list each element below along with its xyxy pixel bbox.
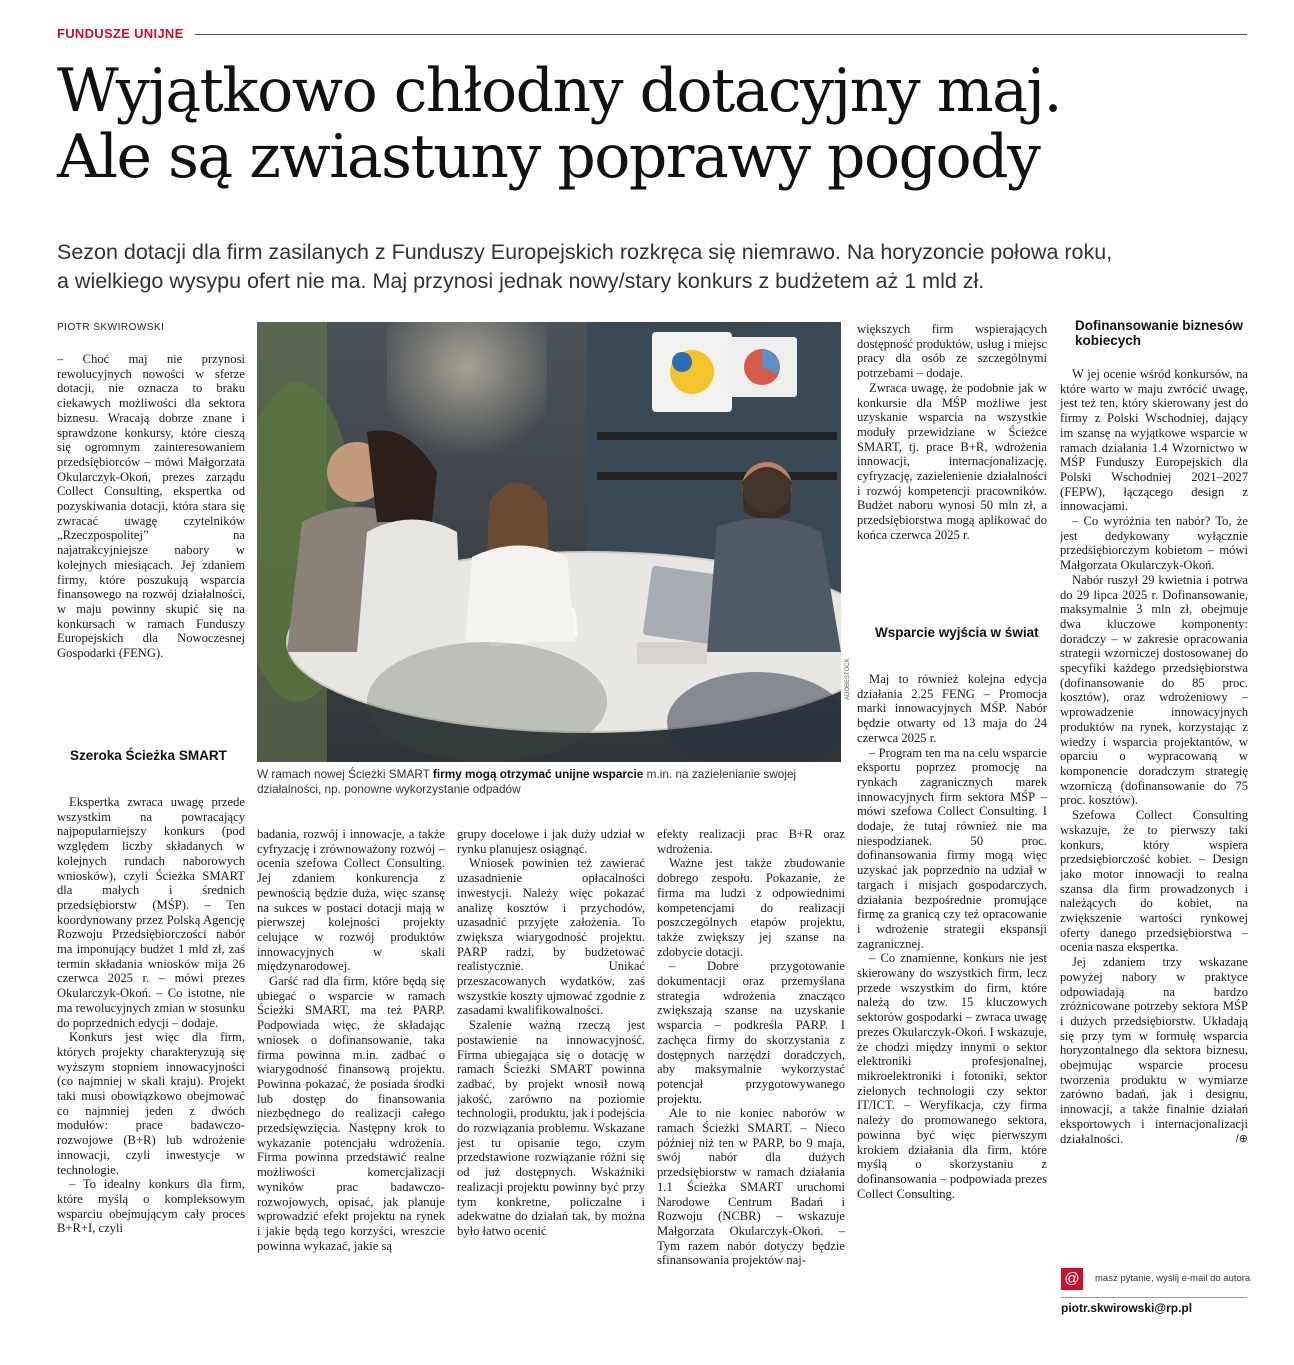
lead xyxy=(57,238,1247,296)
column-4 xyxy=(657,827,845,1315)
photo-credit: ADOBESTOCK xyxy=(845,658,851,700)
lead-line-1: Sezon dotacji dla firm zasilanych z Funduszy Europejskich rozkręca się niemrawo. Na horyzoncie połowa roku, xyxy=(57,240,1113,264)
column-3 xyxy=(457,827,645,1315)
contact-rule xyxy=(1061,1297,1247,1298)
paragraph: Zwraca uwagę, że podobnie jak w konkursie dla MŚP możliwe jest uzyskanie wsparcia na wszystkie moduły przewidziane w Ścieżce SMART, tj. prace B+R, wdrożenia innowacji, internacjonalizację, cyfryzację, zazielenienie działalności i rozwój kompetencji pracowników. Budżet naboru wynosi 50 mln zł, a przedsiębiorstwa mogą aplikować do końca czerwca 2025 r. xyxy=(857,380,1047,542)
paragraph: grupy docelowe i jak duży udział w rynku planujesz osiągnąć. xyxy=(457,827,645,856)
subhead-dofinansowanie: Dofinansowanie biznesów kobiecych xyxy=(1075,318,1244,348)
paragraph: W jej ocenie wśród konkursów, na które warto w maju zwrócić uwagę, jest też ten, który skierowany jest do firmy z Polski Wschodniej, dający im szansę na wyjątkowe wsparcie w ramach działania 1.4 Wzornictwo w MŚP Funduszy Europejskich dla Polski Wschodniej 2021–2027 (FEPW), łączącego design z innowacjami. xyxy=(1060,367,1248,514)
headline xyxy=(57,58,1257,190)
headline-line-2: Ale są zwiastuny poprawy pogody xyxy=(57,122,1040,192)
end-mark-icon: /⊕ xyxy=(1235,1132,1248,1145)
headline-line-1: Wyjątkowo chłodny dotacyjny maj. xyxy=(57,56,1062,126)
paragraph: efekty realizacji prac B+R oraz wdrożenia. xyxy=(657,827,845,856)
subhead-wsparcie-wyjscia: Wsparcie wyjścia w świat xyxy=(875,625,1039,640)
column-5-top xyxy=(857,322,1047,602)
paragraph-text: Jej zdaniem trzy wskazane powyżej nabory w praktyce odpowiadają na bardzo zróżnicowane potrzeby sektora MŚP i dużych przedsiębiorstw. Układają się przy tym w formułę wsparcia horyzontalnego dla sektora biznesu, obejmując wsparcie procesu tworzenia produktu w wymiarze zarówno badań, jak i designu, innowacji, a także finalnie działań eksportowych i internacjonalizacji działalności. xyxy=(1060,955,1248,1146)
email-icon: @ xyxy=(1061,1268,1083,1290)
column-1-bottom xyxy=(57,795,245,1315)
column-2 xyxy=(257,827,445,1315)
paragraph: Ekspertka zwraca uwagę przede wszystkim na powracający najpopularniejszy konkurs (pod względem liczby składanych w kolejnych rundach naborowych wniosków), czyli Ścieżka SMART dla małych i średnich przedsiębiorstw (MŚP). – Ten koordynowany przez Polską Agencję Rozwoju Przedsiębiorczości nabór ma imponujący budżet 1 mld zł, zaś termin składania wniosków mija 26 czerwca 2025 r. – mówi prezes Okularczyk-Okoń. – Co istotne, nie ma rewolucyjnych zmian w stosunku do poprzednich edycji – dodaje. xyxy=(57,795,245,1030)
office-meeting-illustration xyxy=(257,322,841,762)
caption-part: m.in. na zazielenianie swojej działalności, np. ponowne wykorzystanie odpadów xyxy=(257,767,797,796)
lead-line-2: a wielkiego wysypu ofert nie ma. Maj przynosi jednak nowy/stary konkurs z budżetem aż 1 mld zł. xyxy=(57,269,985,293)
photo-caption xyxy=(257,767,847,797)
column-1-top xyxy=(57,352,245,718)
paragraph: Konkurs jest więc dla firm, których projekty charakteryzują się wyższym stopniem innowacyjności (co najmniej w skali kraju). Projekt taki musi obowiązkowo obejmować co najmniej jeden z dwóch modułów: prace badawczo-rozwojowe (B+R) lub wdrożenie innowacji, czyli inwestycje w technologie. xyxy=(57,1030,245,1177)
paragraph: Szefowa Collect Consulting wskazuje, że to pierwszy taki konkurs, który wspiera przedsiębiorczość kobiet. – Design jako motor innowacji to realna szansa dla firm prowadzonych i należących do kobiet, na zwiększenie wartości rynkowej oferty danego przedsiębiorstwa – ocenia nasza ekspertka. xyxy=(1060,808,1248,955)
column-5-bottom xyxy=(857,672,1047,1317)
caption-part: W ramach nowej Ścieżki SMART xyxy=(257,767,433,781)
paragraph: badania, rozwój i innowacje, a także cyfryzację i zrównoważony rozwój – ocenia szefowa Collect Consulting. Jej zdaniem konkurencja z pewnością będzie duża, więc szansę na sukces w postaci dotacji mają w pierwszej kolejności projekty celujące w rozwój produktów innowacyjnych w skali międzynarodowej. xyxy=(257,827,445,974)
paragraph: – Co znamienne, konkurs nie jest skierowany do wszystkich firm, lecz przede wszystkim do firm, które należą do tzw. 15 kluczowych sektorów gospodarki – zwraca uwagę prezes Okularczyk-Okoń. I wskazuje, że chodzi między innymi o sektor elektroniki profesjonalnej, mikroelektroniki i fotoniki, sektor zielonych technologii czy sektor IT/ICT. – Weryfikacja, czy firma należy do promowanego sektora, powinna być więc pierwszym krokiem działania dla firm, które myślą o skorzystaniu z dofinansowania – podpowiada prezes Collect Consulting. xyxy=(857,951,1047,1201)
paragraph: większych firm wspierających dostępność produktów, usług i miejsc pracy dla osób ze szczególnymi potrzebami – dodaje. xyxy=(857,322,1047,381)
section-label: FUNDUSZE UNIJNE xyxy=(57,26,184,41)
section-rule xyxy=(195,34,1247,35)
paragraph: – Co wyróżnia ten nabór? To, że jest dedykowany wyłącznie przedsiębiorczym kobietom – mówi Małgorzata Okularczyk-Okoń. xyxy=(1060,514,1248,573)
paragraph: Wniosek powinien też zawierać uzasadnienie opłacalności inwestycji. Należy więc pokazać analizę kosztów i przychodów, uzasadnić przyjęte założenia. To zwiększa wiarygodność projektu. PARP radzi, by budżetować realistycznie. Unikać przeszacowanych wydatków, zaś wszystkie koszty ujmować zgodnie z zasadami kwalifikowalności. xyxy=(457,856,645,1018)
paragraph: Szalenie ważną rzeczą jest postawienie na innowacyjność. Firma ubiegająca się o dotację w ramach Ścieżki SMART powinna zadbać, by projekt wnosił nową jakość, zarówno na poziomie technologii, produktu, jak i podejścia do rozwiązania problemu. Wskazane jest tu opisanie tego, czym przedstawione rozwiązanie różni się od już dostępnych. Wskaźniki realizacji projektu powinny być przy tym konkretne, policzalne i adekwatne do działań tak, by można było łatwo ocenić xyxy=(457,1018,645,1238)
paragraph: Nabór ruszył 29 kwietnia i potrwa do 29 lipca 2025 r. Dofinansowanie, maksymalnie 3 mln zł, obejmuje dwa kluczowe komponenty: doradczy – w zakresie opracowania strategii wzorniczej dostosowanej do specyfiki każdego przedsiębiorstwa (dofinansowanie do 85 proc. kosztów), oraz wdrożeniowy – wprowadzenie innowacyjnych produktów na rynek, korzystając z wiedzy i wsparcia projektantów, w oparciu o wypracowaną w komponencie doradczym strategię wzorniczą (dofinansowanie do 75 proc. kosztów). xyxy=(1060,572,1248,808)
paragraph: – To idealny konkurs dla firm, które myślą o kompleksowym wsparciu obejmującym cały proces B+R+I, czyli xyxy=(57,1177,245,1236)
paragraph: – Program ten ma na celu wsparcie eksportu poprzez promocję na rynkach zagranicznych marek innowacyjnych firm sektora MŚP – mówi szefowa Collect Consulting. I dodaje, że tutaj również nie ma niespodzianek. 50 proc. dofinansowania firmy mogą więc uzyskać jak poprzednio na udział w targach i misjach gospodarczych, działania bezpośrednie promujące firmę za granicą czy też opracowanie i wdrożenie strategii ekspansji zagranicznej. xyxy=(857,745,1047,951)
paragraph: Ale to nie koniec naborów w ramach Ścieżki SMART. – Nieco później niż ten w PARP, bo 9 maja, swój nabór dla dużych przedsiębiorstw w ramach działania 1.1 Ścieżka SMART uruchomi Narodowe Centrum Badań i Rozwoju (NCBR) – wskazuje Małgorzata Okularczyk-Okoń. – Tym razem nabór dotyczy będzie sfinansowania projektów naj- xyxy=(657,1106,845,1268)
contact-prompt: masz pytanie, wyślij e-mail do autora xyxy=(1095,1273,1251,1284)
byline: PIOTR SKWIROWSKI xyxy=(57,322,165,333)
paragraph: – Dobre przygotowanie dokumentacji oraz przemyślana strategia wdrożenia znacząco zwiększają szanse na uzyskanie wsparcia – podkreśla PARP. I zachęca firmy do skorzystania z dostępnych narzędzi doradczych, aby maksymalnie wykorzystać potencjał przygotowywanego projektu. xyxy=(657,959,845,1106)
paragraph xyxy=(1060,955,1248,1146)
subhead-szeroka-sciezka: Szeroka Ścieżka SMART xyxy=(70,748,227,763)
paragraph: – Choć maj nie przynosi rewolucyjnych nowości w sferze dotacji, nie oznacza to braku ciekawych możliwości dla sektora biznesu. Wracają dobrze znane i sprawdzone konkursy, które cieszą się ogromnym zainteresowaniem przedsiębiorców – mówi Małgorzata Okularczyk-Okoń, prezes zarządu Collect Consulting, ekspertka od pozyskiwania dotacji, która stara się zwracać uwagę czytelników „Rzeczpospolitej” na najatrakcyjniejsze nabory w kolejnych miesiącach. Jej zdaniem firmy, które poszukują wsparcia finansowego na rozwój działalności, w maju powinny skupić się na konkursach w ramach Funduszy Europejskich dla Nowoczesnej Gospodarki (FENG). xyxy=(57,352,245,661)
paragraph: Ważne jest także zbudowanie dobrego zespołu. Pokazanie, że firma ma ludzi z odpowiednimi kompetencjami do realizacji poszczególnych etapów projektu, także zwiększy jej szanse na zdobycie dotacji. xyxy=(657,856,845,959)
caption-bold: firmy mogą otrzymać unijne wsparcie xyxy=(432,767,644,781)
author-email-link[interactable]: piotr.skwirowski@rp.pl xyxy=(1061,1301,1193,1315)
column-6 xyxy=(1060,367,1248,1255)
article-photo xyxy=(257,322,841,762)
paragraph: Maj to również kolejna edycja działania 2.25 FENG – Promocja marki innowacyjnych MŚP. Nabór będzie otwarty od 13 maja do 24 czerwca 2025 r. xyxy=(857,672,1047,745)
paragraph: Garść rad dla firm, które będą się ubiegać o wsparcie w ramach Ścieżki SMART, ma też PARP. Podpowiada więc, że składając wniosek o dofinansowanie, taka firma powinna m.in. zadbać o wiarygodność finansową projektu. Powinna pokazać, że posiada środki lub dostęp do finansowania niezbędnego do realizacji całego przedsięwzięcia. Następny krok to wykazanie potencjału wdrożenia. Firma powinna przedstawić realne możliwości komercjalizacji wyników prac badawczo-rozwojowych, opisać, jak planuje wprowadzić efekt projektu na rynek i jakie będą tego korzyści, wreszcie powinna wykazać, jakie są xyxy=(257,974,445,1253)
